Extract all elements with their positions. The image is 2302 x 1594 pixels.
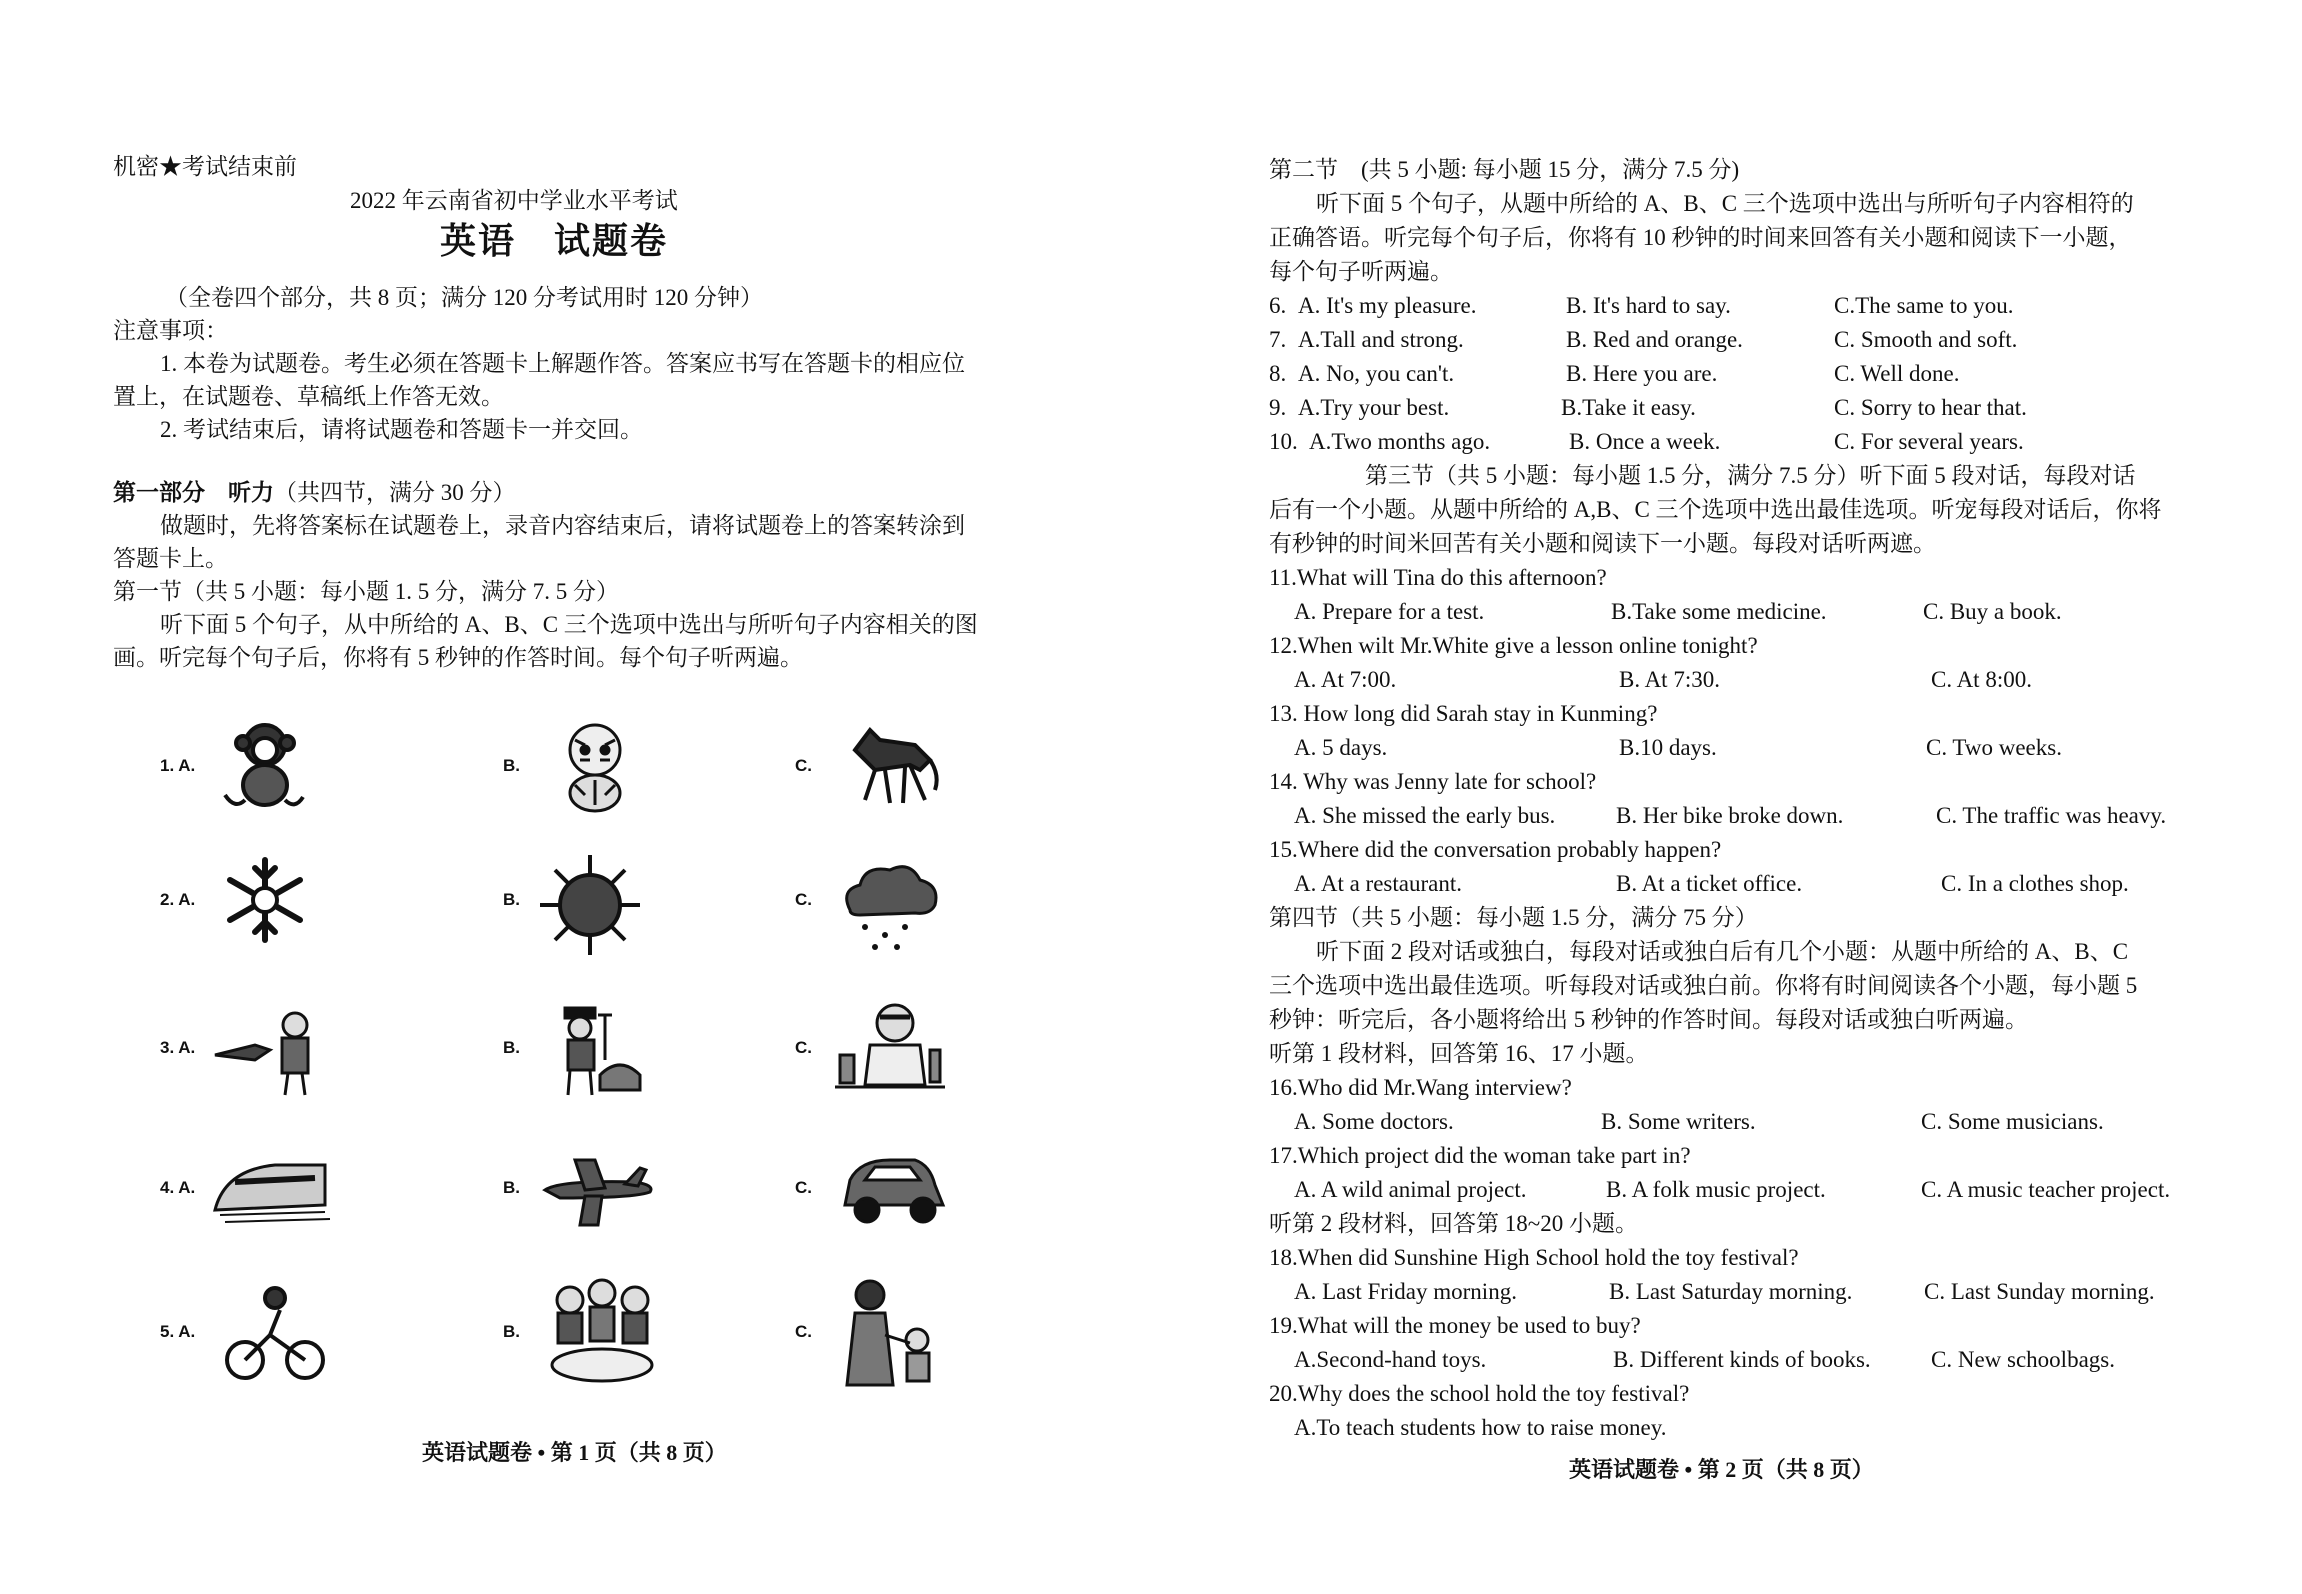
q19-option-a: A.Second-hand toys. [1294, 1347, 1487, 1372]
picture-label-1a: 1. A. [160, 756, 196, 775]
section2-instr-c: 每个句子听两遍。 [1269, 259, 1453, 284]
part1-instr-b: 答题卡上。 [113, 546, 228, 571]
section1-heading: 第一节（共 5 小题：每小题 1. 5 分，满分 7. 5 分） [113, 579, 619, 604]
airplane-icon [540, 1150, 660, 1230]
q14-option-a: A. She missed the early bus. [1294, 803, 1556, 828]
q12-option-b: B. At 7:30. [1619, 667, 1720, 692]
q8-option-b: B. Here you are. [1566, 361, 1718, 386]
notice-1a: 1. 本卷为试题卷。考生必须在答题卡上解题作答。答案应书写在答题卡的相应位 [160, 351, 965, 376]
q19-option-c: C. New schoolbags. [1931, 1347, 2115, 1372]
q11-text: 11.What will Tina do this afternoon? [1269, 565, 1607, 590]
q7-option-b: B. Red and orange. [1566, 327, 1743, 352]
material-2: 听第 2 段材料，回答第 18~20 小题。 [1269, 1211, 1638, 1236]
q12-text: 12.When wilt Mr.White give a lesson online tonight? [1269, 633, 1758, 658]
q18-text: 18.When did Sunshine High School hold the toy festival? [1269, 1245, 1799, 1270]
picture-label-1b: B. [503, 756, 520, 775]
q12-option-c: C. At 8:00. [1931, 667, 2032, 692]
picture-label-2b: B. [503, 890, 520, 909]
q6-option-a: A. It's my pleasure. [1298, 293, 1477, 318]
section3-a: 第三节（共 5 小题：每小题 1.5 分，满分 7.5 分）听下面 5 段对话，每段对话 [1365, 463, 2136, 488]
q20-option-a: A.To teach students how to raise money. [1294, 1415, 1667, 1440]
q14-option-b: B. Her bike broke down. [1616, 803, 1844, 828]
q7-option-a: A.Tall and strong. [1298, 327, 1464, 352]
picture-label-5b: B. [503, 1322, 520, 1341]
q18-option-a: A. Last Friday morning. [1294, 1279, 1517, 1304]
q16-text: 16.Who did Mr.Wang interview? [1269, 1075, 1572, 1100]
pilot-icon [210, 1000, 330, 1100]
q11-option-b: B.Take some medicine. [1611, 599, 1827, 624]
q14-option-c: C. The traffic was heavy. [1936, 803, 2167, 828]
section4-heading: 第四节（共 5 小题：每小题 1.5 分，满分 75 分） [1269, 905, 1758, 930]
q20-text: 20.Why does the school hold the toy festival? [1269, 1381, 1690, 1406]
picture-label-4b: B. [503, 1178, 520, 1197]
picture-label-3b: B. [503, 1038, 520, 1057]
q11-option-c: C. Buy a book. [1923, 599, 2062, 624]
q15-text: 15.Where did the conversation probably happen? [1269, 837, 1722, 862]
scientist-icon [830, 995, 950, 1100]
q15-option-a: A. At a restaurant. [1294, 871, 1462, 896]
monkey-icon [215, 715, 315, 815]
q9-option-c: C. Sorry to hear that. [1834, 395, 2027, 420]
section1-instr-b: 画。听完每个句子后，你将有 5 秒钟的作答时间。每个句子听两遍。 [113, 645, 803, 670]
q13-option-a: A. 5 days. [1294, 735, 1388, 760]
picture-label-4a: 4. A. [160, 1178, 196, 1197]
q18-option-c: C. Last Sunday morning. [1924, 1279, 2155, 1304]
picture-label-1c: C. [795, 756, 812, 775]
notice-1b: 置上，在试题卷、草稿纸上作答无效。 [113, 384, 504, 409]
q8-option-a: A. No, you can't. [1298, 361, 1455, 386]
section2-heading: 第二节 (共 5 小题: 每小题 15 分，满分 7.5 分) [1269, 157, 1740, 182]
section4-instr-c: 秒钟：听完后，各小题将给出 5 秒钟的作答时间。每段对话或独白听两遍。 [1269, 1007, 2028, 1032]
q9-option-b: B.Take it easy. [1561, 395, 1696, 420]
scope-note: （全卷四个部分，共 8 页；满分 120 分考试用时 120 分钟） [165, 285, 763, 310]
q9-option-a: A.Try your best. [1298, 395, 1450, 420]
section4-instr-a: 听下面 2 段对话或独白，每段对话或独白后有几个小题：从题中所给的 A、B、C [1316, 939, 2129, 964]
part1-score: （共四节，满分 30 分） [274, 480, 516, 505]
q13-option-c: C. Two weeks. [1926, 735, 2062, 760]
page-1-footer: 英语试题卷 • 第 1 页（共 8 页） [422, 1440, 727, 1465]
section1-instr-a: 听下面 5 个句子，从中所给的 A、B、C 三个选项中选出与所听句子内容相关的图 [160, 612, 978, 637]
section2-instr-a: 听下面 5 个句子，从题中所给的 A、B、C 三个选项中选出与所听句子内容相符的 [1316, 191, 2134, 216]
snowflake-icon [215, 850, 315, 950]
q13-option-b: B.10 days. [1619, 735, 1717, 760]
car-icon [835, 1145, 955, 1235]
q17-text: 17.Which project did the woman take part in? [1269, 1143, 1691, 1168]
secret-note: 机密★考试结束前 [113, 154, 297, 179]
q18-option-b: B. Last Saturday morning. [1609, 1279, 1853, 1304]
q15-option-c: C. In a clothes shop. [1941, 871, 2129, 896]
tiger-icon [545, 715, 645, 815]
q10-option-a: A.Two months ago. [1309, 429, 1491, 454]
sun-icon [535, 850, 645, 960]
q8-option-c: C. Well done. [1834, 361, 1960, 386]
q13-text: 13. How long did Sarah stay in Kunming? [1269, 701, 1658, 726]
material-1: 听第 1 段材料，回答第 16、17 小题。 [1269, 1041, 1649, 1066]
picture-label-2c: C. [795, 890, 812, 909]
exam-name: 2022 年云南省初中学业水平考试 [350, 188, 678, 213]
notice-2: 2. 考试结束后，请将试题卷和答题卡一并交回。 [160, 417, 643, 442]
part1-instr-a: 做题时，先将答案标在试题卷上，录音内容结束后，请将试题卷上的答案转涂到 [160, 513, 965, 538]
section3-c: 有秒钟的时间米回苦有关小题和阅读下一小题。每段对话听两遮。 [1269, 531, 1936, 556]
horse-icon [835, 715, 945, 815]
q10-option-c: C. For several years. [1834, 429, 2024, 454]
q17-option-c: C. A music teacher project. [1921, 1177, 2171, 1202]
farmer-icon [540, 1000, 650, 1100]
q16-option-a: A. Some doctors. [1294, 1109, 1454, 1134]
train-icon [205, 1150, 335, 1230]
section3-b: 后有一个小题。从题中所给的 A,B、C 三个选项中选出最佳选项。听宠每段对话后，你将 [1269, 497, 2162, 522]
mother-child-icon [835, 1275, 945, 1395]
part1-heading-line [113, 478, 516, 508]
q19-option-b: B. Different kinds of books. [1613, 1347, 1871, 1372]
part1-heading: 第一部分 听力 [113, 480, 274, 505]
section4-instr-b: 三个选项中选出最佳选项。听每段对话或独白前。你将有时间阅读各个小题，每小题 5 [1269, 973, 2138, 998]
q7-option-c: C. Smooth and soft. [1834, 327, 2018, 352]
q6-option-b: B. It's hard to say. [1566, 293, 1731, 318]
q10-option-b: B. Once a week. [1569, 429, 1721, 454]
q16-option-c: C. Some musicians. [1921, 1109, 2104, 1134]
picture-label-5c: C. [795, 1322, 812, 1341]
picture-label-5a: 5. A. [160, 1322, 196, 1341]
q6-number: 6. [1269, 293, 1287, 318]
q12-option-a: A. At 7:00. [1294, 667, 1397, 692]
q15-option-b: B. At a ticket office. [1616, 871, 1803, 896]
q14-text: 14. Why was Jenny late for school? [1269, 769, 1597, 794]
right-page [1151, 0, 2302, 1594]
q7-number: 7. [1269, 327, 1287, 352]
q9-number: 9. [1269, 395, 1287, 420]
q6-option-c: C.The same to you. [1834, 293, 2014, 318]
q11-option-a: A. Prepare for a test. [1294, 599, 1485, 624]
q17-option-a: A. A wild animal project. [1294, 1177, 1527, 1202]
family-dinner-icon [540, 1275, 660, 1390]
picture-label-3a: 3. A. [160, 1038, 196, 1057]
picture-label-2a: 2. A. [160, 890, 196, 909]
subject-title: 英语 试题卷 [440, 221, 669, 261]
rain-cloud-icon [835, 855, 945, 955]
section2-instr-b: 正确答语。听完每个句子后，你将有 10 秒钟的时间来回答有关小题和阅读下一小题， [1269, 225, 2132, 250]
picture-label-4c: C. [795, 1178, 812, 1197]
page-2-footer: 英语试题卷 • 第 2 页（共 8 页） [1569, 1457, 1874, 1482]
q17-option-b: B. A folk music project. [1606, 1177, 1826, 1202]
q16-option-b: B. Some writers. [1601, 1109, 1756, 1134]
q19-text: 19.What will the money be used to buy? [1269, 1313, 1641, 1338]
cycling-icon [220, 1280, 330, 1390]
q10-number: 10. [1269, 429, 1298, 454]
q8-number: 8. [1269, 361, 1287, 386]
notice-heading: 注意事项： [113, 318, 228, 343]
picture-label-3c: C. [795, 1038, 812, 1057]
